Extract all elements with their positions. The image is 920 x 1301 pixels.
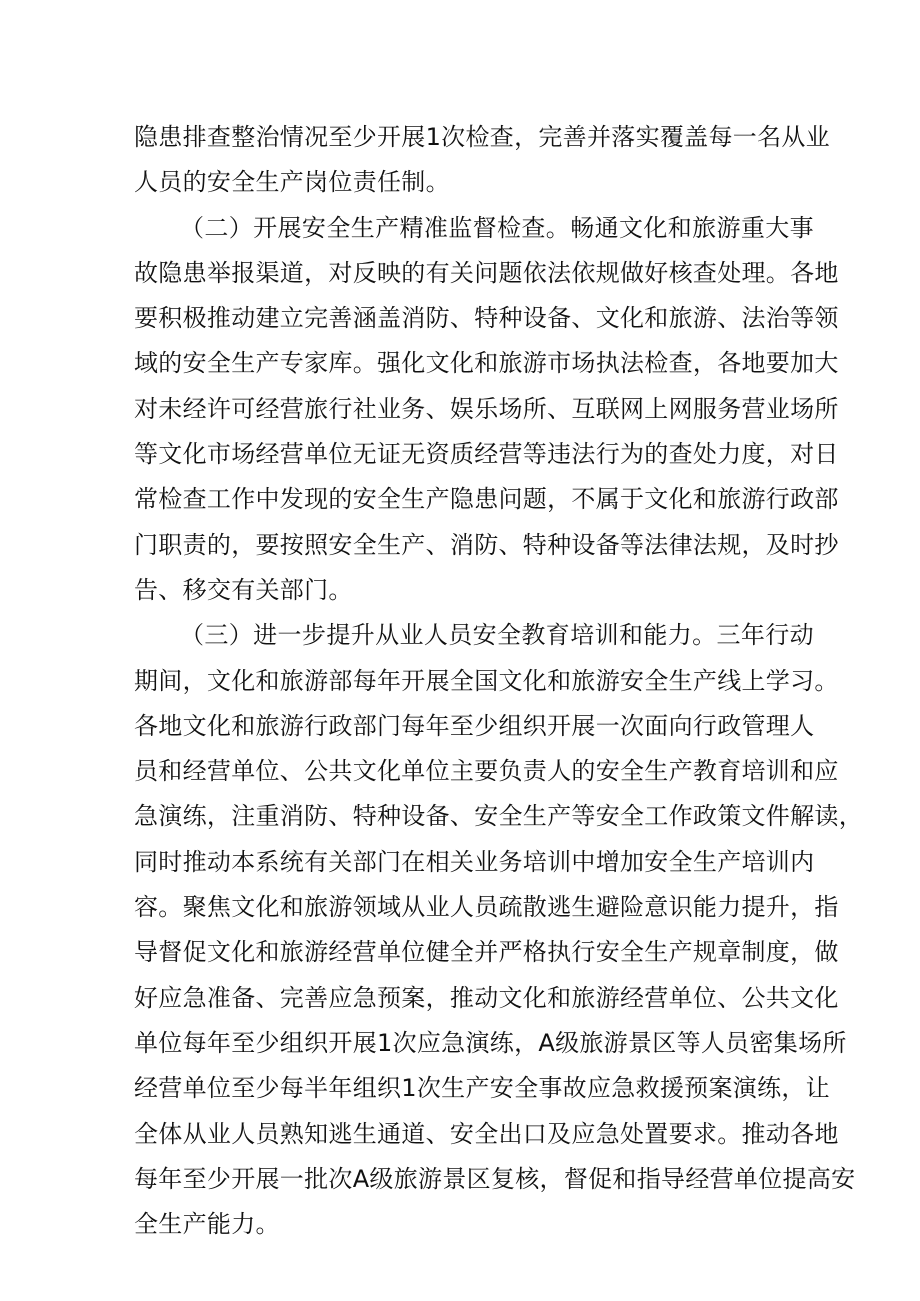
text-line: 导督促文化和旅游经营单位健全并严格执行安全生产规章制度，做 (134, 938, 839, 967)
text-line: 同时推动本系统有关部门在相关业务培训中增加安全生产培训内 (134, 847, 815, 876)
text-line: 门职责的，要按照安全生产、消防、特种设备等法律法规，及时抄 (134, 530, 839, 559)
text-line: 全生产能力。 (134, 1210, 280, 1239)
text-line: 全体从业人员熟知逃生通道、安全出口及应急处置要求。推动各地 (134, 1119, 839, 1148)
text-line: 域的安全生产专家库。强化文化和旅游市场执法检查，各地要加大 (134, 349, 839, 378)
text-line: 好应急准备、完善应急预案，推动文化和旅游经营单位、公共文化 (134, 983, 839, 1012)
text-line: 每年至少开展一批次A级旅游景区复核，督促和指导经营单位提高安 (134, 1164, 856, 1193)
text-line: 员和经营单位、公共文化单位主要负责人的安全生产教育培训和应 (134, 757, 839, 786)
text-line: 等文化市场经营单位无证无资质经营等违法行为的查处力度，对日 (134, 440, 839, 469)
document-body (134, 115, 863, 1247)
text-line: 要积极推动建立完善涵盖消防、特种设备、文化和旅游、法治等领 (134, 304, 839, 333)
text-line: （二）开展安全生产精准监督检查。畅通文化和旅游重大事 (180, 213, 814, 242)
text-line: 故隐患举报渠道，对反映的有关问题依法依规做好核查处理。各地 (134, 258, 839, 287)
text-line: 期间，文化和旅游部每年开展全国文化和旅游安全生产线上学习。 (134, 666, 839, 695)
text-line: 经营单位至少每半年组织1次生产安全事故应急救援预案演练，让 (134, 1074, 830, 1103)
text-line: 人员的安全生产岗位责任制。 (134, 168, 450, 197)
text-line: 单位每年至少组织开展1次应急演练，A级旅游景区等人员密集场所 (134, 1028, 847, 1057)
text-line: 容。聚焦文化和旅游领域从业人员疏散逃生避险意识能力提升，指 (134, 893, 839, 922)
text-line: 常检查工作中发现的安全生产隐患问题，不属于文化和旅游行政部 (134, 485, 839, 514)
text-line: 各地文化和旅游行政部门每年至少组织开展一次面向行政管理人 (134, 711, 815, 740)
text-line: 告、移交有关部门。 (134, 575, 353, 604)
text-line: 对未经许可经营旅行社业务、娱乐场所、互联网上网服务营业场所 (134, 394, 839, 423)
text-line: 急演练，注重消防、特种设备、安全生产等安全工作政策文件解读， (134, 802, 863, 831)
text-line: （三）进一步提升从业人员安全教育培训和能力。三年行动 (180, 621, 814, 650)
text-line: 隐患排查整治情况至少开展1次检查，完善并落实覆盖每一名从业 (134, 123, 830, 151)
